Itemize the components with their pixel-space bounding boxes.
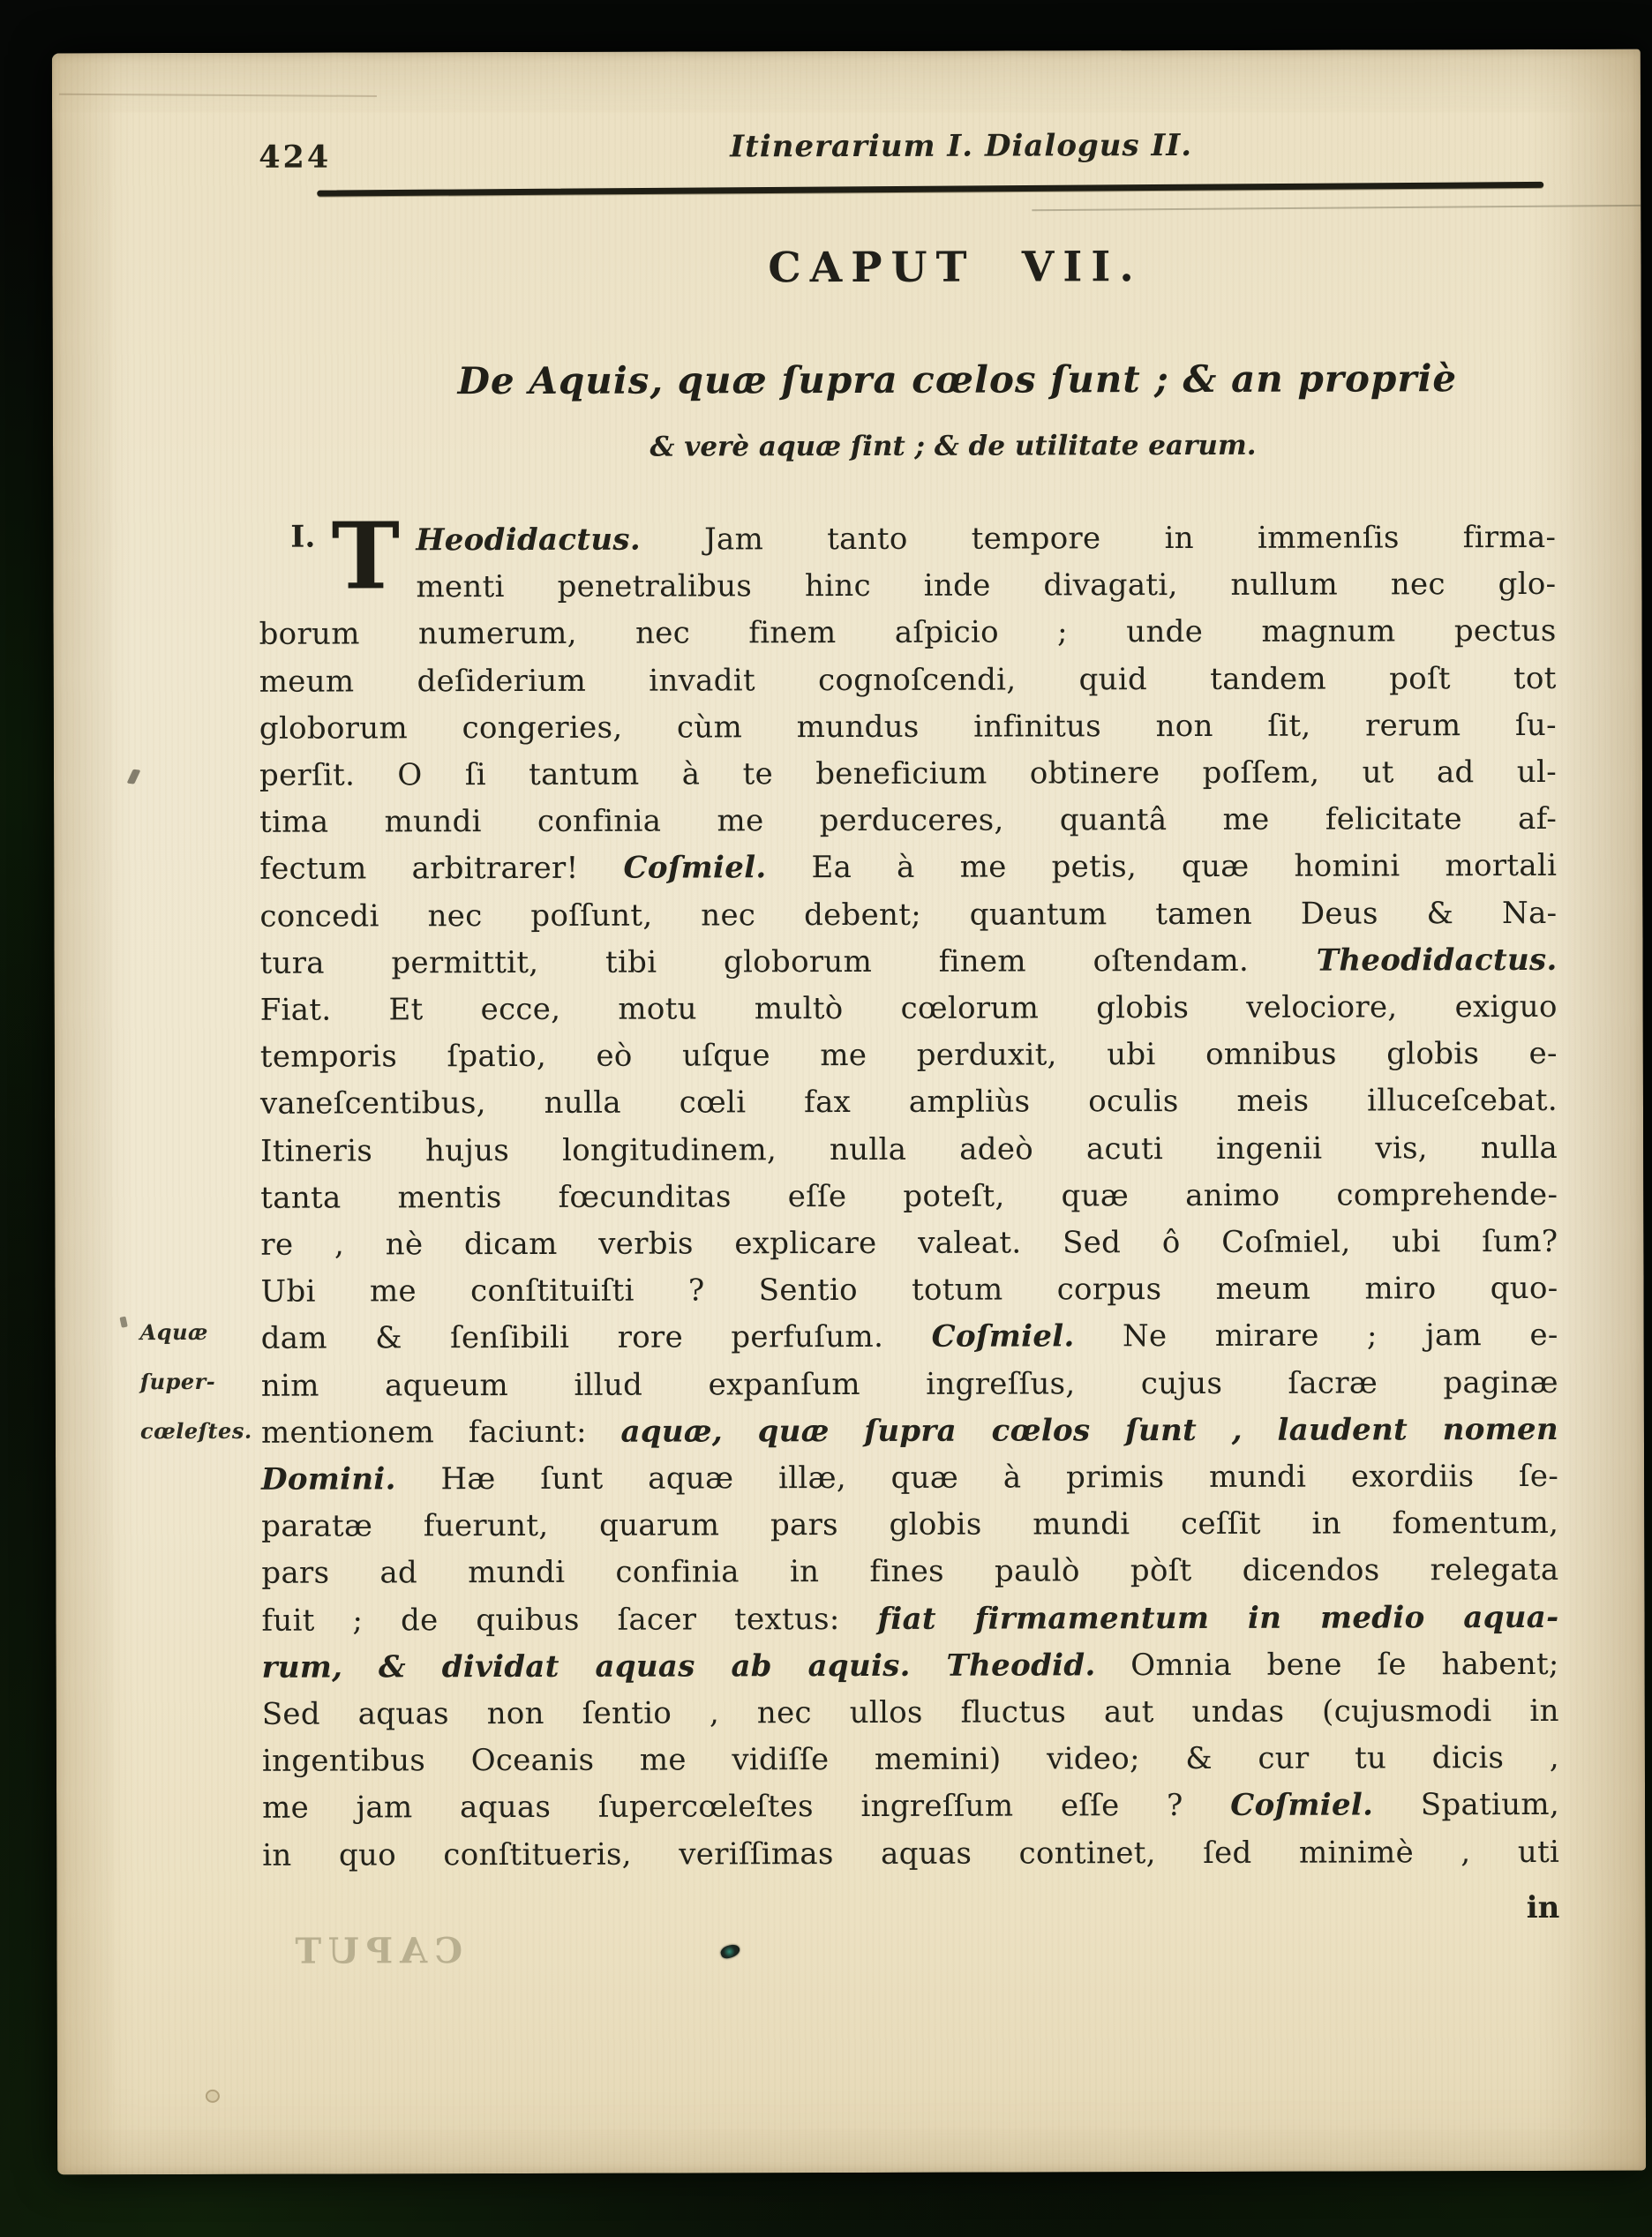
text-line: Itineris hujus longitudinem, nulla adeò acuti ingenii vis, nulla — [260, 1130, 1558, 1169]
text-line: in quo conſtitueris, veriſſimas aquas continet, ſed minimè , uti — [262, 1834, 1560, 1873]
header-rule-faint — [1032, 205, 1641, 211]
text-line: Heodidactus. Jam tanto tempore in immenſis firma- — [416, 519, 1557, 559]
paper-crease — [59, 94, 377, 97]
text-line: perſit. O ſi tantum à te beneficium obtinere poſſem, ut ad ul- — [259, 754, 1558, 793]
text-line: ingentibus Oceanis me vidiſſe memini) video; & cur tu dicis , — [261, 1740, 1559, 1780]
text-line: concedi nec poſſunt, nec debent; quantum tamen Deus & Na- — [259, 895, 1558, 935]
text-line: rum, & dividat aquas ab aquis. Theodid. Omnia bene ſe habent; — [261, 1646, 1559, 1685]
text-line: Sed aquas non ſentio , nec ullos fluctus aut undas (cujusmodi in — [261, 1693, 1559, 1732]
text-line: globorum congeries, cùm mundus infinitus non ſit, rerum ſu- — [259, 707, 1557, 747]
running-header: Itinerarium I. Dialogus II. — [730, 127, 1193, 165]
text-line: paratæ fuerunt, quarum pars globis mundi ceſſit in fomentum, — [261, 1505, 1559, 1545]
margin-speck — [119, 1317, 127, 1328]
header-rule — [317, 182, 1543, 197]
text-line: mentionem faciunt: aquæ, quæ ſupra cœlos ſunt , laudent nomen — [260, 1411, 1558, 1451]
text-line: nim aqueum illud expanſum ingreſſus, cujus ſacræ paginæ — [260, 1364, 1558, 1404]
text-line: dam & ſenſibili rore perfuſum. Coſmiel. Ne mirare ; jam e- — [260, 1317, 1558, 1357]
chapter-heading: CAPUT VII. — [768, 243, 1143, 293]
margin-note — [140, 1308, 273, 1456]
drop-cap: T — [331, 501, 401, 611]
text-line: temporis ſpatio, eò uſque me perduxit, ubi omnibus globis e- — [259, 1036, 1558, 1075]
text-line: tura permittit, tibi globorum finem oſtendam. Theodidactus. — [259, 942, 1558, 981]
section-number: I. — [290, 519, 316, 555]
drop-cap-block — [259, 501, 416, 611]
text-line: Ubi me conſtituiſti ? Sentio totum corpus meum miro quo- — [260, 1271, 1558, 1310]
text-line: pars ad mundi confinia in fines paulò pòſt dicendos relegata — [261, 1552, 1559, 1592]
margin-note-line: cœleſtes. — [139, 1417, 252, 1445]
margin-speck — [127, 769, 141, 784]
text-line: borum numerum, nec finem aſpicio ; unde magnum pectus — [259, 613, 1557, 653]
margin-note-line: Aquæ ſuper- — [139, 1318, 216, 1395]
text-line: fectum arbitrarer! Coſmiel. Ea à me petis, quæ homini mortali — [259, 848, 1558, 888]
text-line: tanta mentis fœcunditas eſſe poteſt, quæ animo comprehende- — [260, 1176, 1558, 1216]
ink-blot-stain — [719, 1942, 741, 1961]
text-line: me jam aquas ſupercœleſtes ingreſſum eſſe ? Coſmiel. Spatium, — [262, 1787, 1560, 1827]
text-line: menti penetralibus hinc inde divagati, nullum nec glo- — [416, 567, 1557, 605]
paper-speck — [206, 2090, 220, 2103]
chapter-subtitle-line2: & verè aquæ ſint ; & de utilitate earum. — [650, 429, 1257, 463]
book-page — [52, 49, 1646, 2175]
text-line: vaneſcentibus, nulla cœli fax ampliùs oculis meis illuceſcebat. — [259, 1083, 1558, 1122]
catchword: in — [1526, 1889, 1560, 1925]
showthrough-caput: CAPUT — [288, 1930, 463, 1972]
text-line: tima mundi confinia me perduceres, quantâ me felicitate af- — [259, 801, 1558, 840]
text-line: Domini. Hæ ſunt aquæ illæ, quæ à primis mundi exordiis ſe- — [261, 1458, 1559, 1498]
text-lines — [259, 501, 1560, 1880]
text-line: re , nè dicam verbis explicare valeat. Sed ô Coſmiel, ubi ſum? — [260, 1223, 1558, 1263]
text-line: Fiat. Et ecce, motu multò cœlorum globis velociore, exiguo — [259, 988, 1558, 1028]
page-number: 424 — [259, 139, 332, 176]
text-line: meum deſiderium invadit cognoſcendi, quid tandem poſt tot — [259, 660, 1557, 700]
text-line: fuit ; de quibus ſacer textus: fiat firmamentum in medio aqua- — [261, 1599, 1559, 1639]
body-text — [259, 501, 1560, 1880]
chapter-subtitle-line1: De Aquis, quæ ſupra cœlos ſunt ; & an propriè — [457, 357, 1458, 403]
